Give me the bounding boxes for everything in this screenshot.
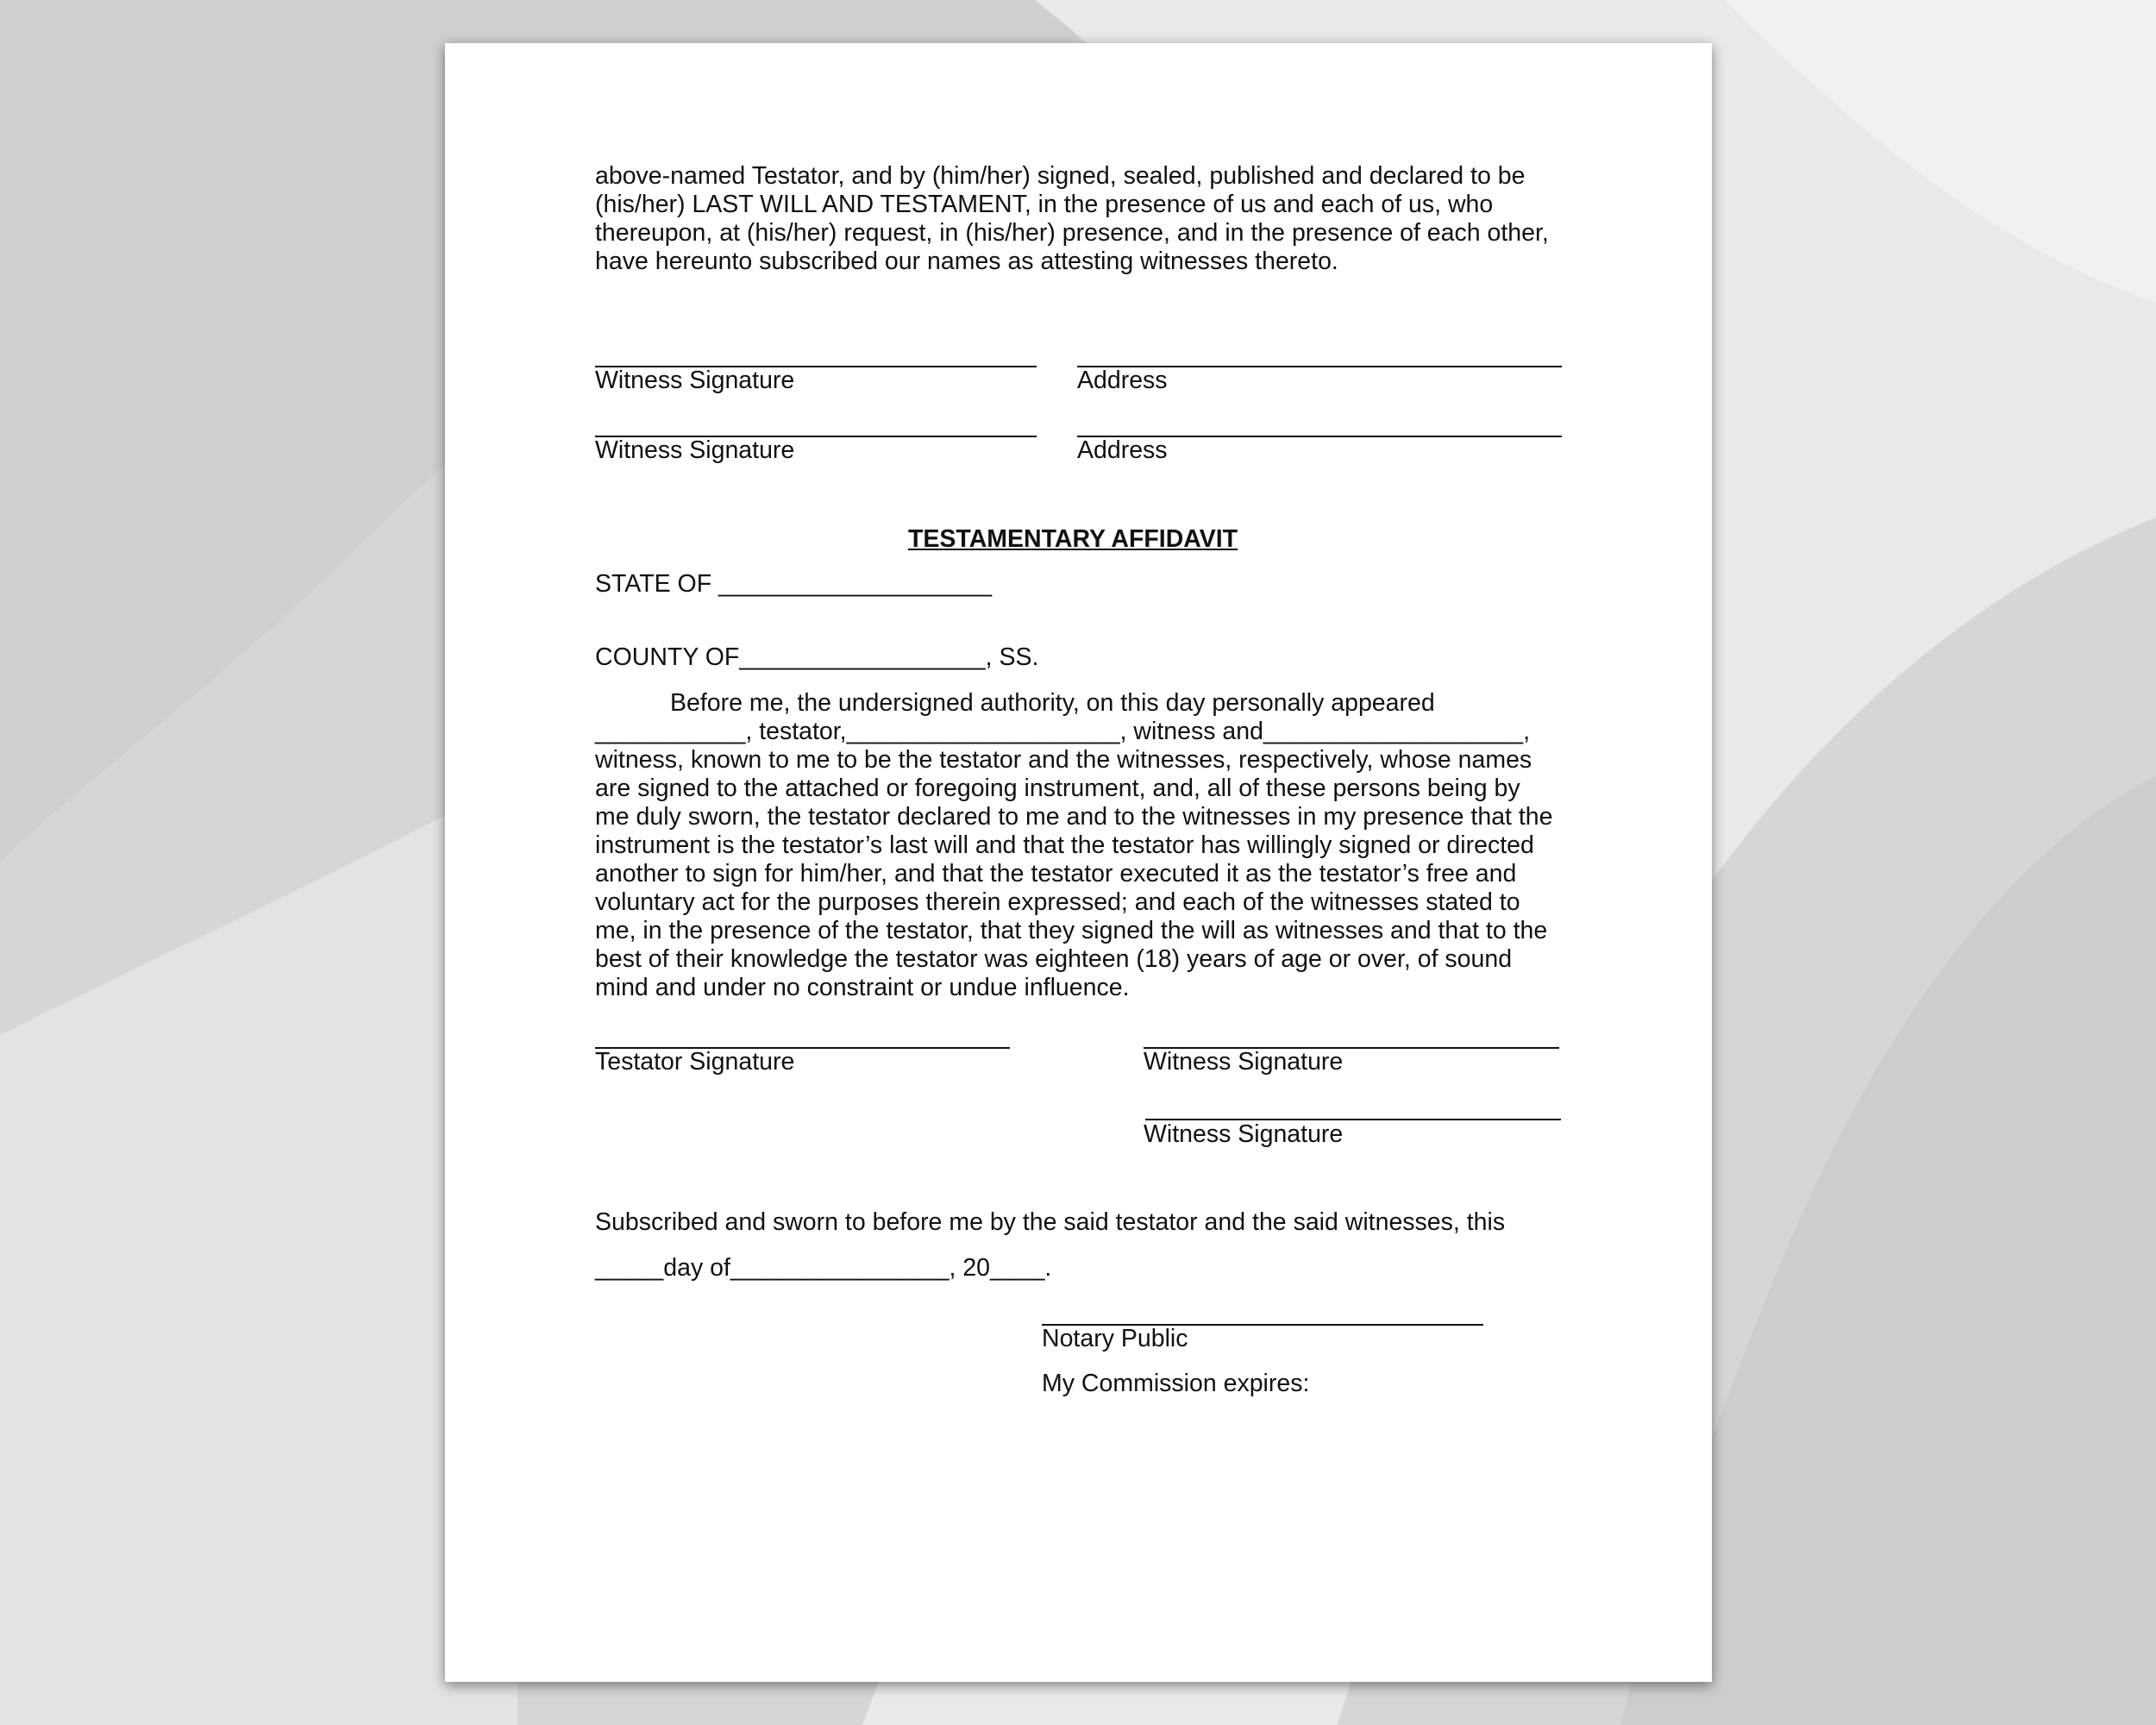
body-line-2: ___________, testator,____________________, witness and___________________,: [595, 718, 1531, 745]
address-label-1: Address: [1077, 367, 1168, 394]
address-label-2: Address: [1077, 436, 1168, 464]
body-line-11: mind and under no constraint or undue influence.: [595, 974, 1130, 1001]
witness-signature-label-2: Witness Signature: [595, 436, 795, 464]
witness-signature-label-1: Witness Signature: [595, 367, 795, 394]
commission-expires-label: My Commission expires:: [1042, 1370, 1310, 1397]
body-line-6: instrument is the testator’s last will and that the testator has willingly signed or directed: [595, 831, 1534, 859]
sworn-statement: Subscribed and sworn to before me by the said testator and the said witnesses, this: [595, 1208, 1506, 1236]
body-line-4: are signed to the attached or foregoing instrument, and, all of these persons being by: [595, 775, 1520, 802]
body-line-1: Before me, the undersigned authority, on this day personally appeared: [670, 689, 1435, 717]
body-line-8: voluntary act for the purposes therein expressed; and each of the witnesses stated to: [595, 888, 1520, 916]
witness-signature-label-a: Witness Signature: [1144, 1048, 1344, 1076]
intro-line-1: above-named Testator, and by (him/her) signed, sealed, published and declared to be: [595, 162, 1526, 190]
affidavit-title: TESTAMENTARY AFFIDAVIT: [908, 525, 1238, 553]
intro-line-3: thereupon, at (his/her) request, in (his/her) presence, and in the presence of each other,: [595, 219, 1549, 247]
body-line-9: me, in the presence of the testator, that they signed the will as witnesses and that to the: [595, 917, 1548, 944]
date-line: _____day of________________, 20____.: [595, 1254, 1052, 1282]
body-line-10: best of their knowledge the testator was eighteen (18) years of age or over, of sound: [595, 945, 1513, 973]
intro-line-2: (his/her) LAST WILL AND TESTAMENT, in the presence of us and each of us, who: [595, 191, 1494, 218]
witness-signature-label-b: Witness Signature: [1144, 1120, 1344, 1148]
notary-public-label: Notary Public: [1042, 1325, 1188, 1352]
state-line: STATE OF ____________________: [595, 570, 993, 598]
intro-line-4: have hereunto subscribed our names as attesting witnesses thereto.: [595, 248, 1338, 275]
testator-signature-label: Testator Signature: [595, 1048, 795, 1076]
body-line-5: me duly sworn, the testator declared to me and to the witnesses in my presence that the: [595, 803, 1553, 831]
body-line-3: witness, known to me to be the testator and the witnesses, respectively, whose names: [595, 746, 1532, 774]
body-line-7: another to sign for him/her, and that the testator executed it as the testator’s free and: [595, 860, 1517, 888]
document-page: [445, 43, 1712, 1682]
county-line: COUNTY OF__________________, SS.: [595, 643, 1039, 671]
